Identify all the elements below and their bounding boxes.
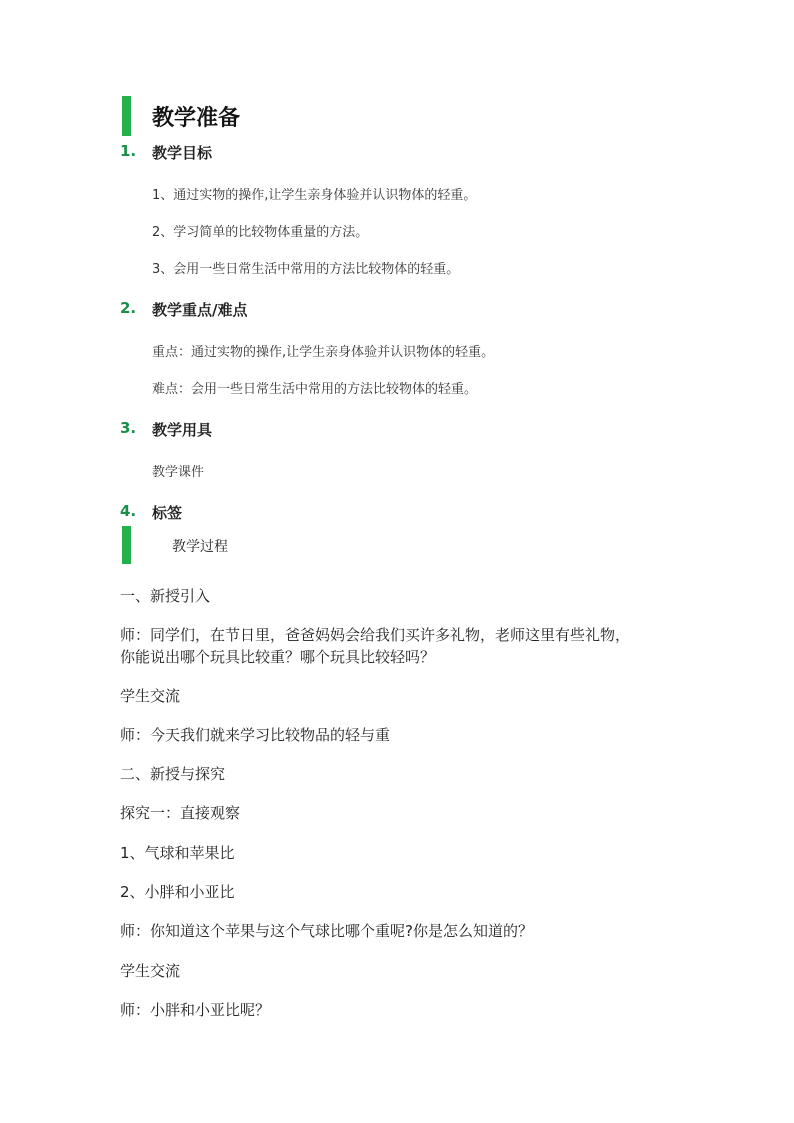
title-accent-bar (122, 96, 131, 136)
paragraph: 师：今天我们就来学习比较物品的轻与重 (120, 726, 391, 744)
section-title: 标签 (152, 504, 183, 522)
list-item: 难点：会用一些日常生活中常用的方法比较物体的轻重。 (152, 382, 478, 397)
section-title: 教学用具 (152, 421, 213, 439)
list-item: 3、会用一些日常生活中常用的方法比较物体的轻重。 (152, 262, 460, 277)
subheading: 教学过程 (172, 539, 228, 555)
paragraph: 师：小胖和小亚比呢？ (120, 1001, 271, 1019)
paragraph: 学生交流 (120, 687, 181, 705)
list-item: 教学课件 (152, 465, 205, 480)
list-item: 重点：通过实物的操作,让学生亲身体验并认识物体的轻重。 (152, 345, 495, 360)
paragraph: 师：同学们，在节日里，爸爸妈妈会给我们买许多礼物，老师这里有些礼物， (120, 626, 631, 644)
section-title: 教学重点/难点 (152, 301, 248, 319)
paragraph: 2、小胖和小亚比 (120, 883, 235, 901)
section-number: 3. (120, 419, 137, 437)
subheading-accent-bar (122, 526, 131, 564)
paragraph: 一、新授引入 (120, 587, 211, 605)
paragraph: 1、气球和苹果比 (120, 844, 235, 862)
paragraph: 你能说出哪个玩具比较重？哪个玩具比较轻吗？ (120, 648, 436, 666)
section-number: 1. (120, 142, 137, 160)
page-title: 教学准备 (152, 106, 241, 131)
paragraph: 学生交流 (120, 962, 181, 980)
list-item: 1、通过实物的操作,让学生亲身体验并认识物体的轻重。 (152, 188, 477, 203)
paragraph: 二、新授与探究 (120, 765, 226, 783)
list-item: 2、学习简单的比较物体重量的方法。 (152, 225, 369, 240)
section-title: 教学目标 (152, 144, 213, 162)
section-number: 2. (120, 299, 137, 317)
paragraph: 师：你知道这个苹果与这个气球比哪个重呢?你是怎么知道的？ (120, 922, 533, 940)
paragraph: 探究一：直接观察 (120, 804, 241, 822)
section-number: 4. (120, 502, 137, 520)
